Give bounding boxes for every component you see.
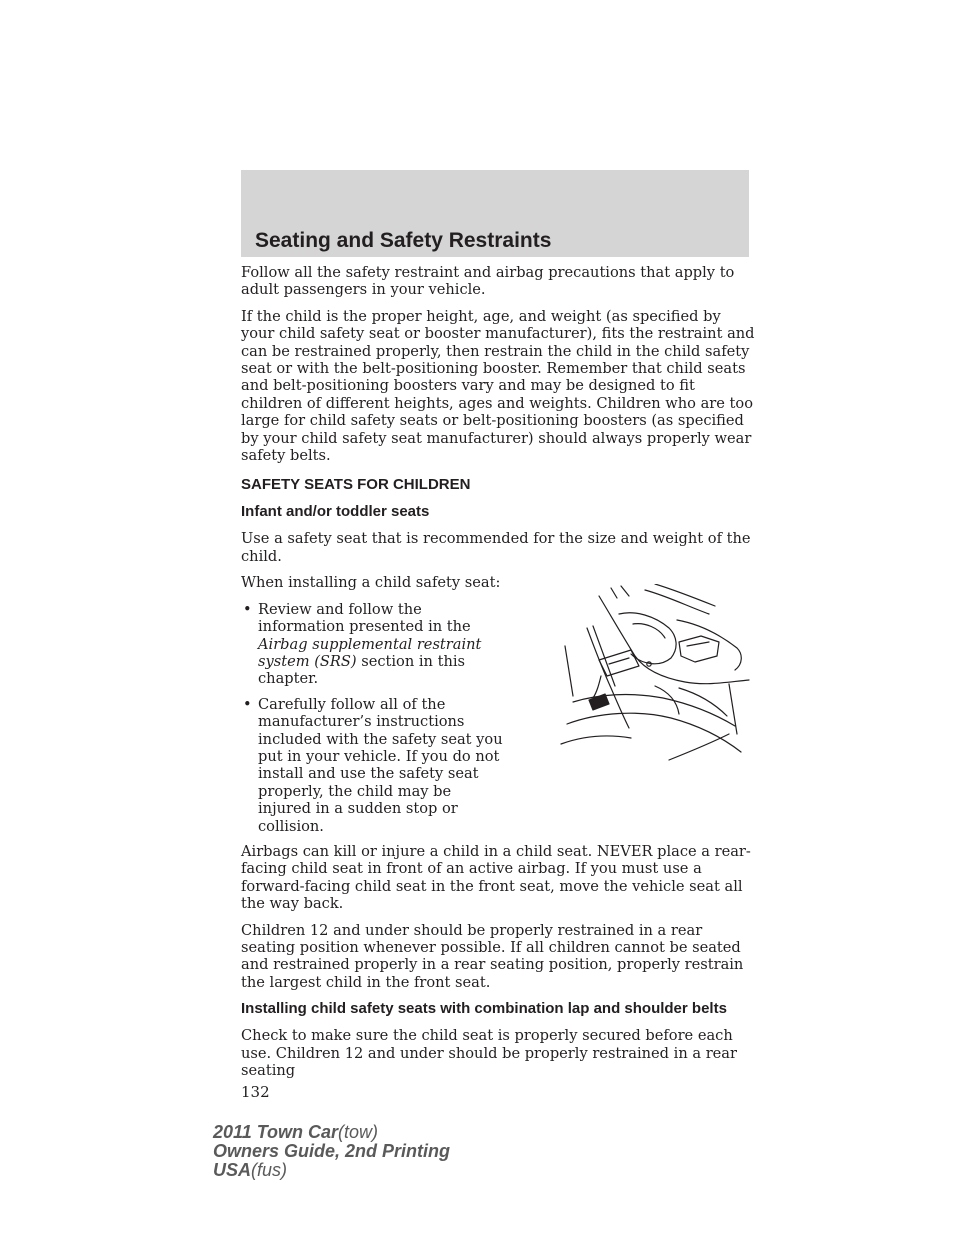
paragraph-when-installing: When installing a child safety seat: <box>241 574 501 592</box>
footer-line-3 <box>213 1161 450 1180</box>
footer-model: 2011 Town Car <box>213 1122 339 1142</box>
section-header <box>241 170 749 257</box>
heading-infant-toddler-seats: Infant and/or toddler seats <box>241 503 430 521</box>
bullet-marker: • <box>243 600 252 618</box>
installation-block <box>241 574 756 835</box>
footer-line-1 <box>213 1123 450 1142</box>
bullet-marker: • <box>243 695 252 713</box>
footer-guide-edition: Owners Guide, 2nd Printing <box>213 1141 451 1161</box>
paragraph-check-secured: Check to make sure the child seat is properly secured before each use. Children 12 and under should be properly restrained in a rear seating <box>241 1027 737 1080</box>
bullet-text: Carefully follow all of the manufacturer’s instructions included with the safety seat you put in your vehicle. If you do not install and use the safety seat properly, the child may be injured in a sudden stop or collision. <box>258 695 503 835</box>
paragraph-adult-precautions: Follow all the safety restraint and airbag precautions that apply to adult passengers in your vehicle. <box>241 264 735 299</box>
paragraph-airbag-warning: Airbags can kill or injure a child in a child seat. NEVER place a rear-facing child seat in front of an active airbag. If you must use a forward-facing child seat in the front seat, move the vehicle seat all the way back. <box>241 842 751 913</box>
srs-section-reference: Airbag supplemental restraint system (SRS) <box>258 635 482 670</box>
paragraph-child-proper-height: If the child is the proper height, age, and weight (as specified by your child safety seat or booster manufacturer), fits the restraint and can be restrained properly, then restrain the child in the child safety seat or with the belt-positioning booster. Remember that child seats and belt-positioning boosters vary and may be designed to fit children of different heights, ages and weights. Children who are too large for child safety seats or belt-positioning boosters (as specified by your child safety seat manufacturer) should always properly wear safety belts. <box>241 307 755 465</box>
footer-line-2 <box>213 1142 450 1161</box>
footer-model-code: (tow) <box>338 1122 379 1142</box>
heading-installing-combination-belts: Installing child safety seats with combination lap and shoulder belts <box>241 1000 727 1018</box>
bullet-text-start: Review and follow the information presented in the <box>258 600 471 636</box>
page-number: 132 <box>241 1083 270 1102</box>
footer-market: USA <box>213 1160 252 1180</box>
paragraph-recommended-seat: Use a safety seat that is recommended for the size and weight of the child. <box>241 530 751 565</box>
document-footer <box>213 1123 450 1180</box>
paragraph-rear-seating: Children 12 and under should be properly restrained in a rear seating position whenever possible. If all children cannot be seated and restrained properly in a rear seating position, properly restrain the largest child in the front seat. <box>241 921 744 991</box>
child-seat-belt-buckle-illustration <box>559 584 759 774</box>
section-title: Seating and Safety Restraints <box>255 229 552 252</box>
list-item <box>241 696 503 835</box>
footer-market-code: (fus) <box>251 1160 288 1180</box>
page-body <box>241 264 756 1101</box>
heading-safety-seats-for-children: SAFETY SEATS FOR CHILDREN <box>241 476 471 494</box>
bullet-text-end: section in this chapter. <box>258 652 465 688</box>
list-item <box>241 601 503 688</box>
installation-bullet-list <box>241 601 503 835</box>
